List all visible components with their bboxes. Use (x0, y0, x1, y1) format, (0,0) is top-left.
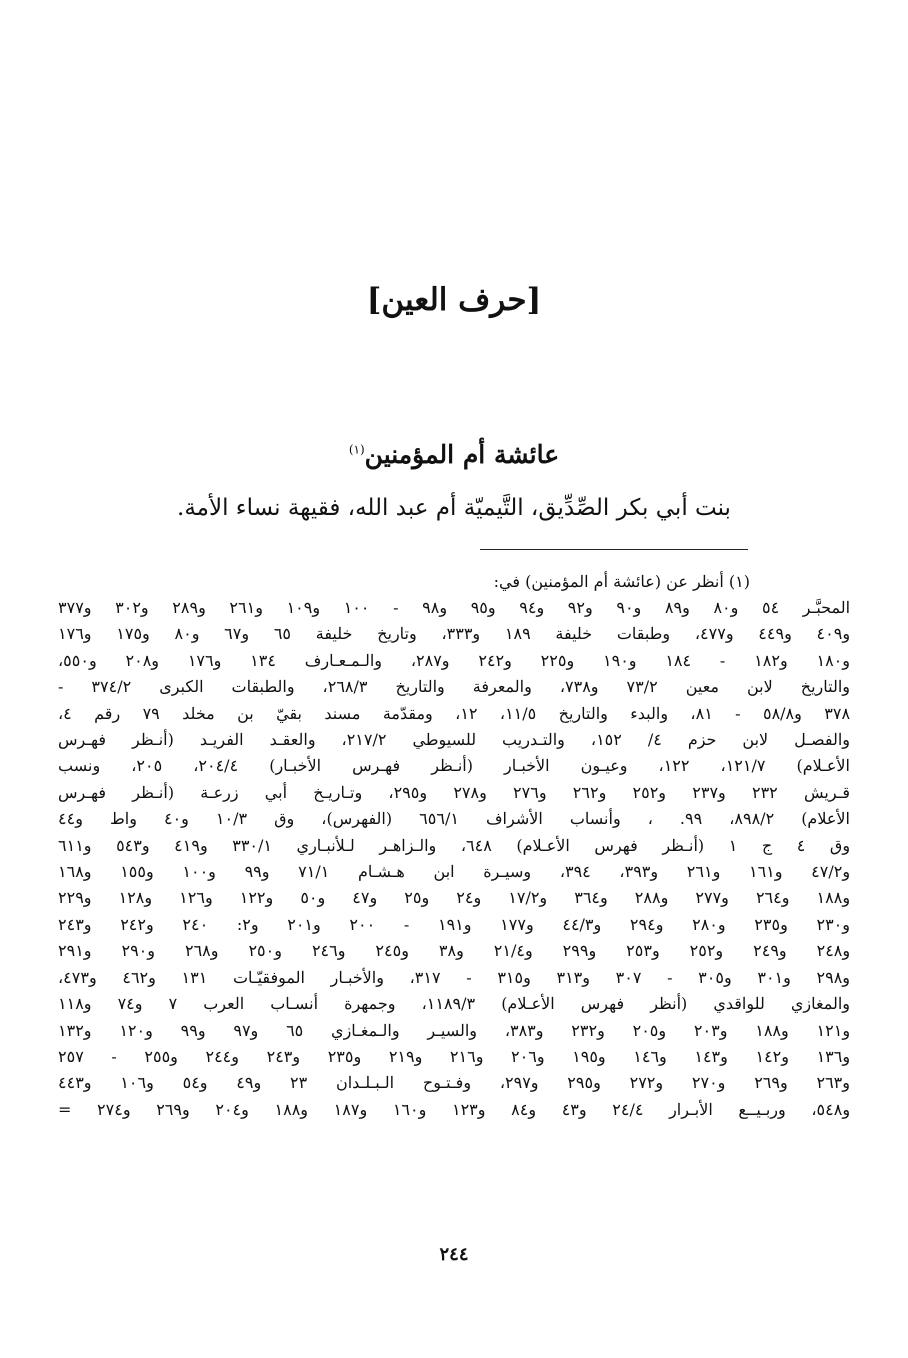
chapter-title: [حرف العين] (366, 282, 542, 318)
footnote-line: قـريش ٢٣٢ و٢٣٧ و٢٥٢ و٢٦٢ و٢٧٦ و٢٧٨ و٢٩٥، وتـاريـخ أبي زرعـة (أنـظر فهـرس (58, 782, 850, 802)
footnote-line: ٣٧٨ و٥٨/٨ - ٨١، والبدء والتاريخ ١١/٥، ١٢، ومقدّمة مسند بقيّ بن مخلد ٧٩ رقم ٤، (58, 703, 850, 723)
footnote-marker: (١) (348, 442, 365, 457)
footnote-line: و٤٧/٢ و١٦١ و٢٦١ و٣٩٣، ٣٩٤، وسيـرة ابن هـشـام ٧١/١ و٩٩ و١٠٠ و١٥٥ و١٦٨ (58, 862, 850, 882)
entry-heading-text: عائشة أم المؤمنين (364, 440, 560, 469)
footnote-divider (480, 549, 748, 550)
footnote-body (58, 595, 850, 1123)
footnote-line: و٤٠٩ و٤٤٩ و٤٧٧، وطبقات خليفة ١٨٩ و٣٣٣، وتاريخ خليفة ٦٥ و٦٧ و٨٠ و١٧٥ و١٧٦ (58, 624, 850, 644)
footnote-line: وق ٤ ج ١ (أنـظر فهرس الأعـلام) ٦٤٨، والـزاهـر لـلأنبـاري ٣٣٠/١ و٤١٩ و٥٤٣ و٦١١ (58, 835, 850, 855)
footnote-line: و١٨٠ و١٨٢ - ١٨٤ و١٩٠ و٢٢٥ و٢٤٢ و٢٨٧، والـمـعـارف ١٣٤ و١٧٦ و٢٠٨ و٥٥٠، (58, 650, 850, 670)
footnote-line: و١٨٨ و٢٦٤ و٢٧٧ و٢٨٨ و٣٦٤ و١٧/٢ و٢٤ و٢٥ و٤٧ و٥٠ و١٢٢ و١٢٦ و١٢٨ و٢٢٩ (58, 888, 850, 908)
footnote-line: الأعلام) ٨٩٨/٢، ٩٩. ، وأنساب الأشراف ٦٥٦/١ (الفهرس)، وق ١٠/٣ و٤٠ واط و٤٤ (58, 809, 850, 829)
entry-heading (0, 440, 908, 469)
footnote-line: و١٢١ و١٨٨ و٢٠٣ و٢٠٥ و٢٣٢ و٣٨٣، والسيـر والـمغـازي ٦٥ و٩٧ و٩٩ و١٢٠ و١٣٢ (58, 1020, 850, 1040)
footnote-line: و٥٤٨، وربـيــع الأبـرار ٢٤/٤ و٤٣ و٨٤ و١٢٣ و١٦٠ و١٨٧ و١٨٨ و٢٠٤ و٢٦٩ و٢٧٤ = (58, 1099, 850, 1119)
entry-subtitle: بنت أبي بكر الصِّدِّيق، التَّيميّة أم عبد الله، فقيهة نساء الأمة. (177, 495, 731, 521)
footnote-line: و٢٤٨ و٢٤٩ و٢٥٢ و٢٥٣ و٢٩٩ و٢١/٤ و٣٨ و٢٤٥ و٢٤٦ و٢٥٠ و٢٦٨ و٢٩٠ و٢٩١ (58, 941, 850, 961)
page-number: ٢٤٤ (439, 1244, 469, 1265)
footnote-line: و١٣٦ و١٤٢ و١٤٣ و١٤٦ و١٩٥ و٢٠٦ و٢١٦ و٢١٩ و٢٣٥ و٢٤٣ و٢٤٤ و٢٥٥ - ٢٥٧ (58, 1046, 850, 1066)
footnote-line: و٢٩٨ و٣٠١ و٣٠٥ - ٣٠٧ و٣١٣ و٣١٥ - ٣١٧، والأخبـار الموفقيّـات ١٣١ و٤٦٢ و٤٧٣، (58, 967, 850, 987)
footnote-line: المحبَّـر ٥٤ و٨٠ و٨٩ و٩٠ و٩٢ و٩٤ و٩٥ و٩٨ - ١٠٠ و١٠٩ و٢٦١ و٢٨٩ و٣٠٢ و٣٧٧ (58, 598, 850, 617)
footnote-line: والمغازي للواقدي (أنظر فهرس الأعـلام) ١١٨٩/٣، وجمهرة أنسـاب العرب ٧ و٧٤ و١١٨ (58, 994, 850, 1014)
footnote-line: والفصـل لابن حزم ٤/ ١٥٢، والتـدريب للسيوطي ٢١٧/٢، والعقـد الفريـد (أنـظر فهـرس (58, 730, 850, 750)
footnote-line: الأعـلام) ١٢١/٧، ١٢٢، وعيـون الأخبـار (أنـظر فهـرس الأخبـار) ٢٠٤/٤، ٢٠٥، ونسب (58, 756, 850, 776)
footnote-line: و٢٦٣ و٢٦٩ و٢٧٠ و٢٧٢ و٢٩٥ و٢٩٧، وفـتـوح الـبـلـدان ٢٣ و٤٩ و٥٤ و١٠٦ و٤٤٣ (58, 1073, 850, 1093)
footnote-line: والتاريخ لابن معين ٧٣/٢ و٧٣٨، والمعرفة والتاريخ ٢٦٨/٣، والطبقات الكبرى ٣٧٤/٢ - (58, 677, 850, 697)
footnote-line: و٢٣٠ و٢٣٥ و٢٨٠ و٢٩٤ و٤٤/٣ و١٧٧ و١٩١ - ٢٠٠ و٢٠١ و٢: ٢٤٠ و٢٤٢ و٢٤٣ (58, 914, 850, 934)
footnote-intro: (١) أنظر عن (عائشة أم المؤمنين) في: (493, 572, 750, 591)
